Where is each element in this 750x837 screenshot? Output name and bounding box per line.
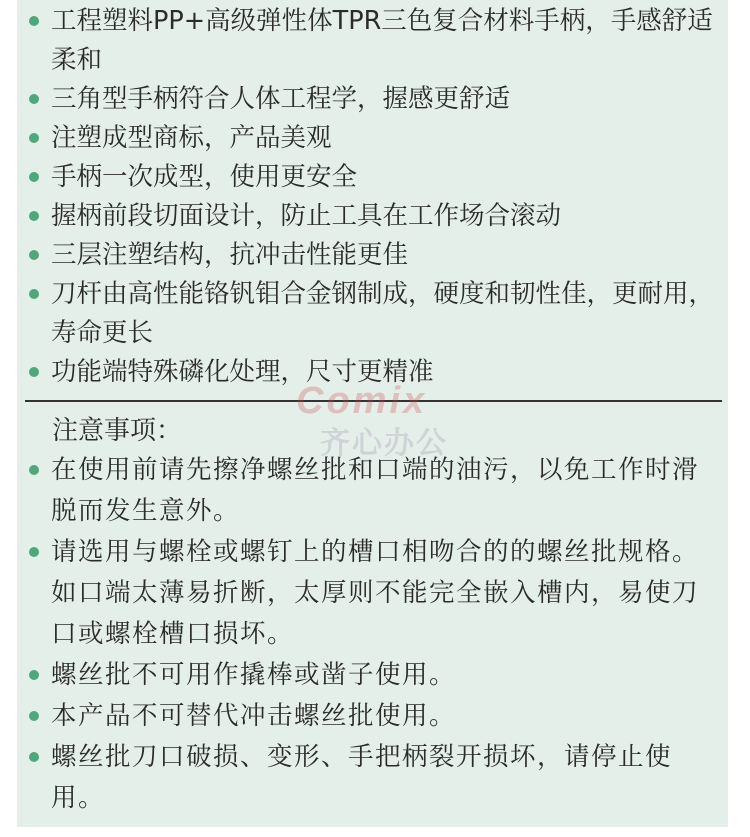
brand-watermark — [290, 380, 490, 460]
feature-text: 刀杆由高性能铬钒钼合金钢制成，硬度和韧性佳，更耐用，寿命更长 — [51, 279, 715, 348]
feature-item — [17, 2, 728, 80]
bullet-icon — [29, 367, 39, 377]
notes-list — [17, 450, 728, 819]
note-text: 请选用与螺栓或螺钉上的槽口相吻合的的螺丝批规格。如口端太薄易折断，太厚则不能完全嵌入槽内，易使刀口或螺栓槽口损坏。 — [51, 537, 700, 649]
bullet-icon — [29, 547, 39, 557]
feature-text: 三层注塑结构，抗冲击性能更佳 — [51, 240, 409, 270]
feature-text: 握柄前段切面设计，防止工具在工作场合滚动 — [51, 201, 562, 231]
bullet-icon — [29, 211, 39, 221]
bullet-icon — [29, 289, 39, 299]
note-item — [17, 696, 728, 737]
note-text: 本产品不可替代冲击螺丝批使用。 — [51, 701, 457, 731]
bullet-icon — [29, 465, 39, 475]
bullet-icon — [29, 250, 39, 260]
note-item — [17, 532, 728, 655]
feature-item — [17, 80, 728, 119]
watermark-brand-text: Comix — [296, 380, 428, 422]
feature-item — [17, 275, 728, 353]
feature-item — [17, 197, 728, 236]
feature-list — [17, 0, 728, 392]
bullet-icon — [29, 172, 39, 182]
spec-card — [17, 0, 728, 827]
note-item — [17, 737, 728, 819]
feature-item — [17, 158, 728, 197]
bullet-icon — [29, 133, 39, 143]
bullet-icon — [29, 16, 39, 26]
feature-item — [17, 236, 728, 275]
note-text: 螺丝批刀口破损、变形、手把柄裂开损坏，请停止使用。 — [51, 742, 673, 813]
bullet-icon — [29, 94, 39, 104]
note-text: 螺丝批不可用作撬棒或凿子使用。 — [51, 660, 457, 690]
watermark-chinese-text: 齐心办公 — [320, 426, 448, 461]
note-item — [17, 450, 728, 532]
note-text: 在使用前请先擦净螺丝批和口端的油污，以免工作时滑脱而发生意外。 — [51, 455, 700, 526]
bullet-icon — [29, 752, 39, 762]
feature-text: 功能端特殊磷化处理，尺寸更精准 — [51, 357, 434, 387]
feature-item — [17, 353, 728, 392]
notes-title: 注意事项： — [52, 416, 183, 446]
feature-item — [17, 119, 728, 158]
feature-text: 手柄一次成型，使用更安全 — [51, 162, 358, 192]
feature-text: 三角型手柄符合人体工程学，握感更舒适 — [51, 84, 511, 114]
bullet-icon — [29, 711, 39, 721]
note-item — [17, 655, 728, 696]
feature-text: 注塑成型商标，产品美观 — [51, 123, 332, 153]
bullet-icon — [29, 670, 39, 680]
section-divider — [25, 400, 722, 402]
feature-text: 工程塑料PP+高级弹性体TPR三色复合材料手柄，手感舒适柔和 — [51, 6, 713, 75]
